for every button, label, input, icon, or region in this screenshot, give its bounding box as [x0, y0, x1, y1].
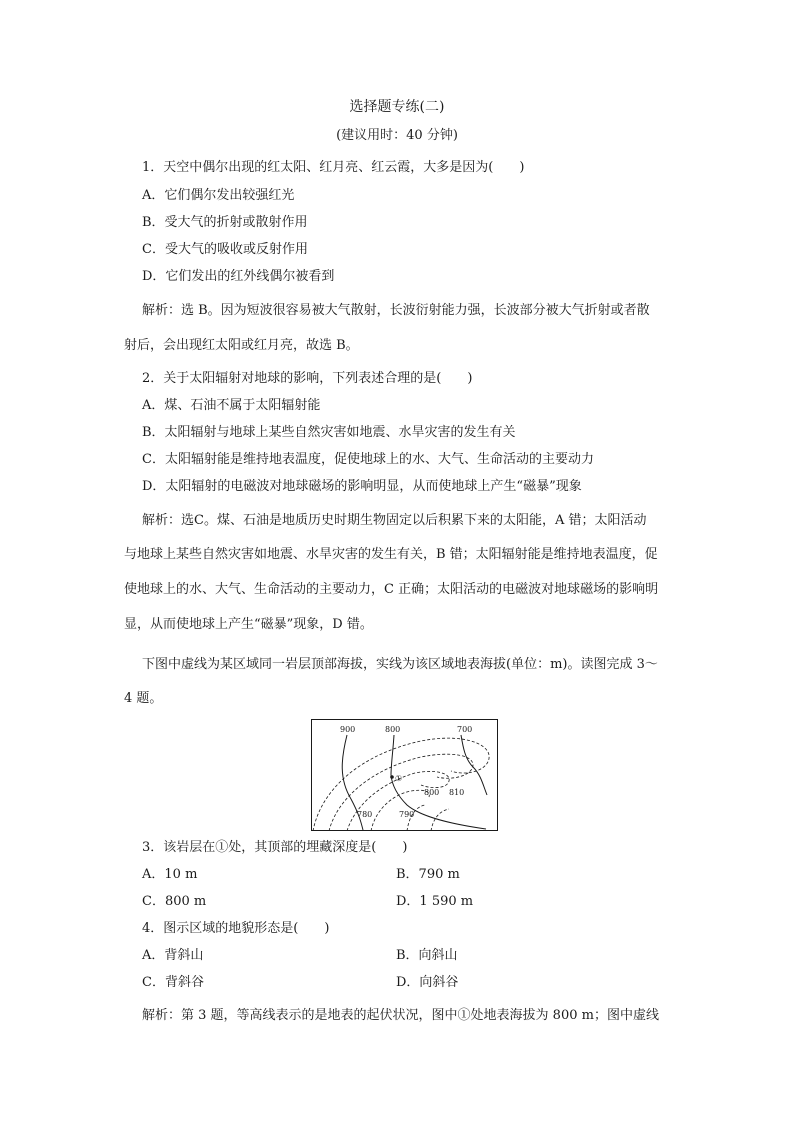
- page-subtitle: (建议用时：40 分钟): [336, 128, 458, 143]
- contour-label-900: 900: [340, 725, 356, 734]
- question-3-option-b: B．790 m: [396, 867, 460, 882]
- contour-label-780: 780: [357, 810, 373, 819]
- question-4-option-a: A．背斜山: [142, 948, 204, 963]
- question-4-stem: 4．图示区域的地貌形态是( ): [142, 921, 330, 936]
- question-3-option-c: C．800 m: [142, 894, 207, 909]
- contour-map-figure: [311, 719, 498, 831]
- contour-label-700: 700: [457, 725, 473, 734]
- question-4-option-d: D．向斜谷: [396, 975, 459, 990]
- question-4-option-c: C．背斜谷: [142, 975, 204, 990]
- contour-label-790: 790: [399, 810, 415, 819]
- contour-label-800-dashed: 800: [424, 788, 440, 797]
- question-2-analysis-line: 使地球上的水、大气、生命活动的主要动力，C 正确；太阳活动的电磁波对地球磁场的影响明: [124, 582, 659, 597]
- question-2-option-c: C．太阳辐射能是维持地表温度，促使地球上的水、大气、生命活动的主要动力: [142, 452, 594, 467]
- figure-intro-line: 下图中虚线为某区域同一岩层顶部海拔，实线为该区域地表海拔(单位：m)。读图完成 3～: [142, 657, 658, 672]
- question-3-option-d: D．1 590 m: [396, 894, 474, 909]
- point-1-label: ①: [395, 774, 403, 783]
- question-1-analysis-line: 射后，会出现红太阳或红月亮，故选 B。: [124, 338, 359, 353]
- question-2-analysis-line: 解析：选C。煤、石油是地质历史时期生物固定以后积累下来的太阳能，A 错；太阳活动: [142, 513, 647, 528]
- point-1-marker: [390, 775, 394, 779]
- question-1-option-b: B．受大气的折射或散射作用: [142, 215, 308, 230]
- figure-intro-line: 4 题。: [124, 691, 163, 706]
- contour-label-800: 800: [385, 725, 401, 734]
- question-2-analysis-line: 显，从而使地球上产生“磁暴”现象，D 错。: [124, 617, 373, 632]
- contour-label-810: 810: [449, 788, 465, 797]
- question-1-option-d: D．它们发出的红外线偶尔被看到: [142, 269, 335, 284]
- question-3-stem: 3．该岩层在①处，其顶部的埋藏深度是( ): [142, 840, 408, 855]
- question-1-analysis-line: 解析：选 B。因为短波很容易被大气散射，长波衍射能力强，长波部分被大气折射或者散: [142, 303, 650, 318]
- question-2-option-a: A．煤、石油不属于太阳辐射能: [142, 398, 321, 413]
- question-3-option-a: A．10 m: [142, 867, 198, 882]
- question-3-4-analysis-line: 解析：第 3 题，等高线表示的是地表的起伏状况，图中①处地表海拔为 800 m；图中虚线: [142, 1008, 659, 1023]
- question-2-option-b: B．太阳辐射与地球上某些自然灾害如地震、水旱灾害的发生有关: [142, 425, 516, 440]
- contour-map-svg: [311, 719, 498, 831]
- question-2-option-d: D．太阳辐射的电磁波对地球磁场的影响明显，从而使地球上产生“磁暴”现象: [142, 479, 582, 494]
- question-2-analysis-line: 与地球上某些自然灾害如地震、水旱灾害的发生有关，B 错；太阳辐射能是维持地表温度，促: [124, 547, 658, 562]
- question-2-stem: 2．关于太阳辐射对地球的影响，下列表述合理的是( ): [142, 371, 473, 386]
- page-title: 选择题专练(二): [349, 99, 445, 115]
- question-1-option-c: C．受大气的吸收或反射作用: [142, 242, 308, 257]
- question-4-option-b: B．向斜山: [396, 948, 458, 963]
- question-1-option-a: A．它们偶尔发出较强红光: [142, 188, 295, 203]
- question-1-stem: 1．天空中偶尔出现的红太阳、红月亮、红云霞，大多是因为( ): [142, 160, 525, 175]
